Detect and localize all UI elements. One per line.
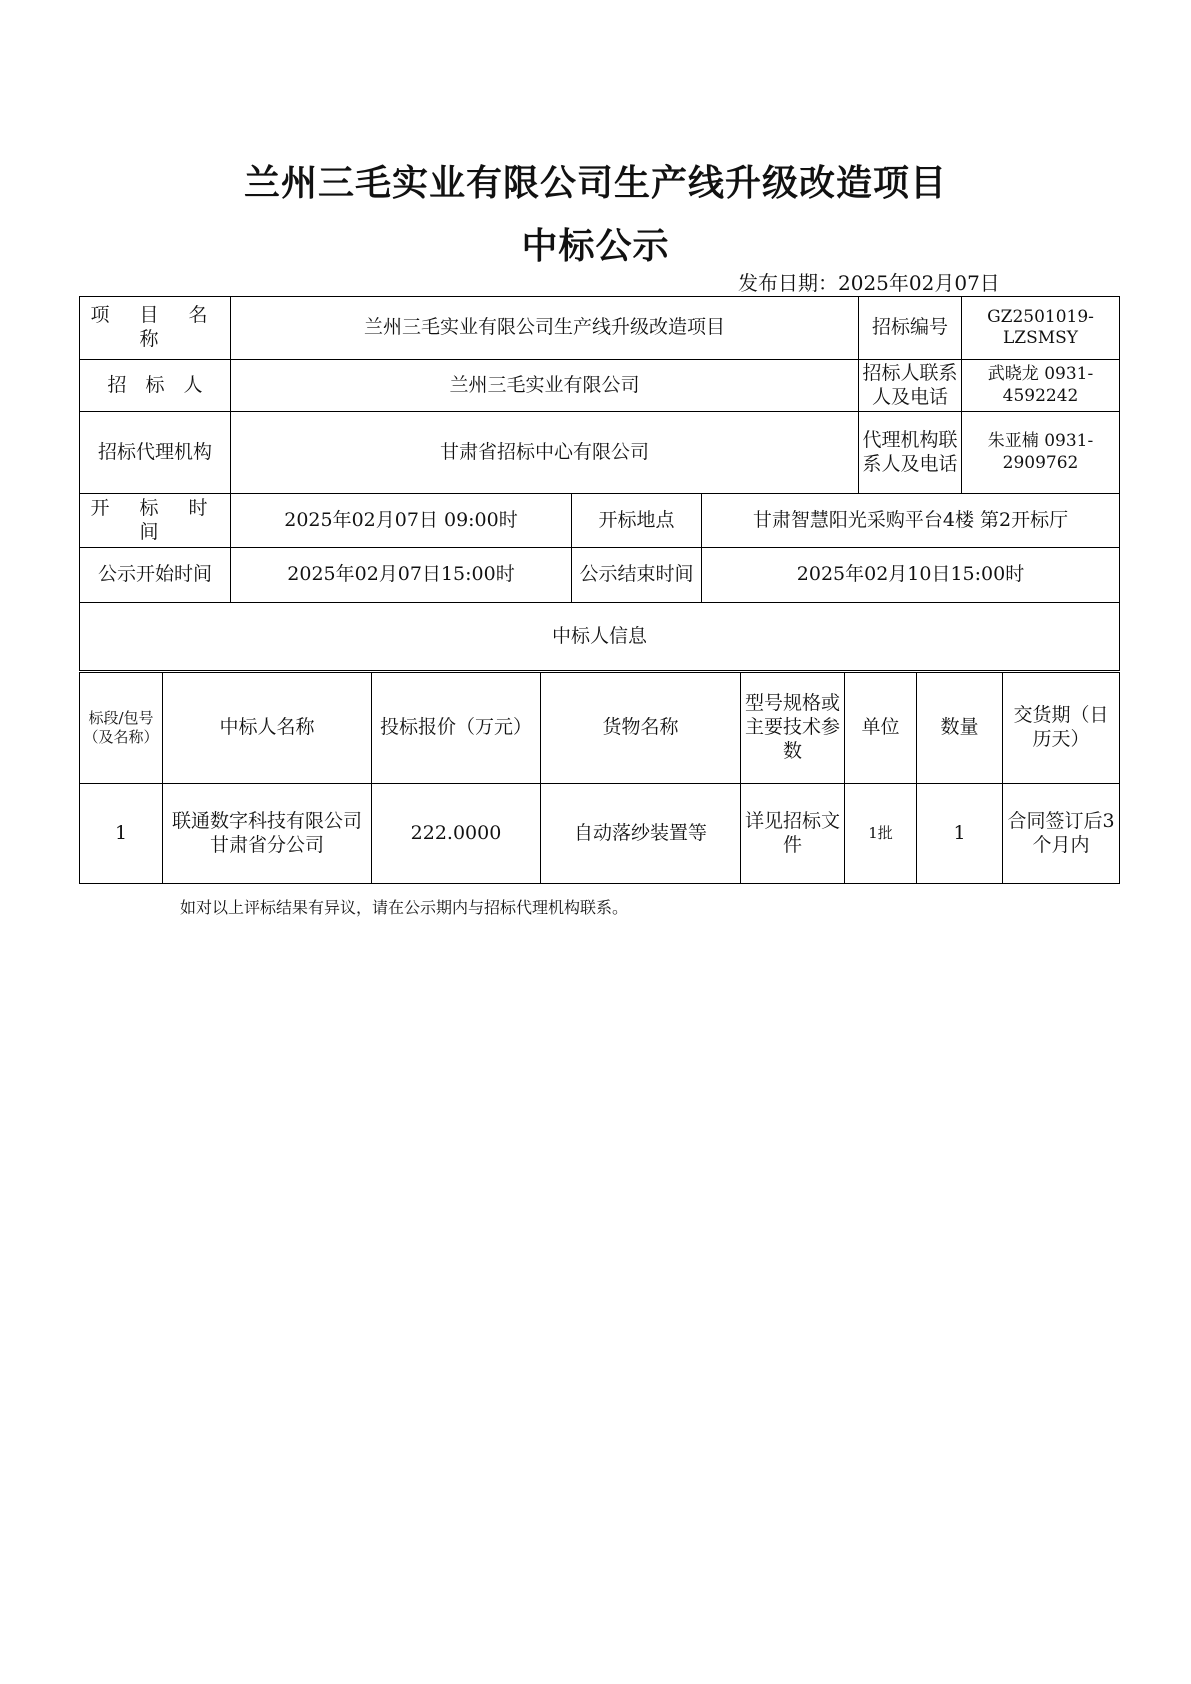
tenderer-contact-label: 招标人联系人及电话 [859,360,962,412]
agency-contact-value: 朱亚楠 0931-2909762 [962,412,1120,494]
notice-start-value: 2025年02月07日15:00时 [231,548,572,603]
document-title: 兰州三毛实业有限公司生产线升级改造项目 [243,163,947,204]
row-delivery: 合同签订后3个月内 [1003,784,1120,884]
header-goods: 货物名称 [541,673,741,784]
tenderer-value: 兰州三毛实业有限公司 [231,360,859,412]
open-place-label: 开标地点 [572,494,702,548]
header-qty: 数量 [917,673,1003,784]
bid-no-value: GZ2501019-LZSMSY [962,297,1120,360]
notice-start-label: 公示开始时间 [80,548,231,603]
table-row [80,784,1120,884]
row-spec: 详见招标文件 [741,784,845,884]
document-subtitle: 中标公示 [521,226,670,267]
tenderer-label: 招 标 人 [80,360,231,412]
project-name-label: 项 目 名 称 [80,297,231,360]
bid-no-label: 招标编号 [859,297,962,360]
winner-table-header [80,673,1120,784]
winner-section-label: 中标人信息 [80,603,1120,671]
agency-contact-label: 代理机构联系人及电话 [859,412,962,494]
header-lot: 标段/包号（及名称） [80,673,163,784]
row-goods: 自动落纱装置等 [541,784,741,884]
header-winner: 中标人名称 [163,673,372,784]
row-lot: 1 [80,784,163,884]
row-agency [80,412,1120,494]
project-info-table [79,296,1120,671]
winner-table [79,672,1120,884]
row-price: 222.0000 [372,784,541,884]
row-winner-section [80,603,1120,671]
open-place-value: 甘肃智慧阳光采购平台4楼 第2开标厅 [702,494,1120,548]
objection-note: 如对以上评标结果有异议，请在公示期内与招标代理机构联系。 [180,898,629,917]
row-unit: 1批 [845,784,917,884]
open-time-value: 2025年02月07日 09:00时 [231,494,572,548]
agency-value: 甘肃省招标中心有限公司 [231,412,859,494]
open-time-label: 开 标 时 间 [80,494,231,548]
header-spec: 型号规格或主要技术参数 [741,673,845,784]
header-delivery: 交货期（日历天） [1003,673,1120,784]
publish-date: 发布日期：2025年02月07日 [738,271,1000,295]
row-notice-period [80,548,1120,603]
row-open-time [80,494,1120,548]
row-qty: 1 [917,784,1003,884]
notice-end-label: 公示结束时间 [572,548,702,603]
agency-label: 招标代理机构 [80,412,231,494]
tenderer-contact-value: 武晓龙 0931-4592242 [962,360,1120,412]
project-name-value: 兰州三毛实业有限公司生产线升级改造项目 [231,297,859,360]
row-project-name [80,297,1120,360]
notice-end-value: 2025年02月10日15:00时 [702,548,1120,603]
row-tenderer [80,360,1120,412]
header-price: 投标报价（万元） [372,673,541,784]
header-unit: 单位 [845,673,917,784]
row-winner: 联通数字科技有限公司甘肃省分公司 [163,784,372,884]
